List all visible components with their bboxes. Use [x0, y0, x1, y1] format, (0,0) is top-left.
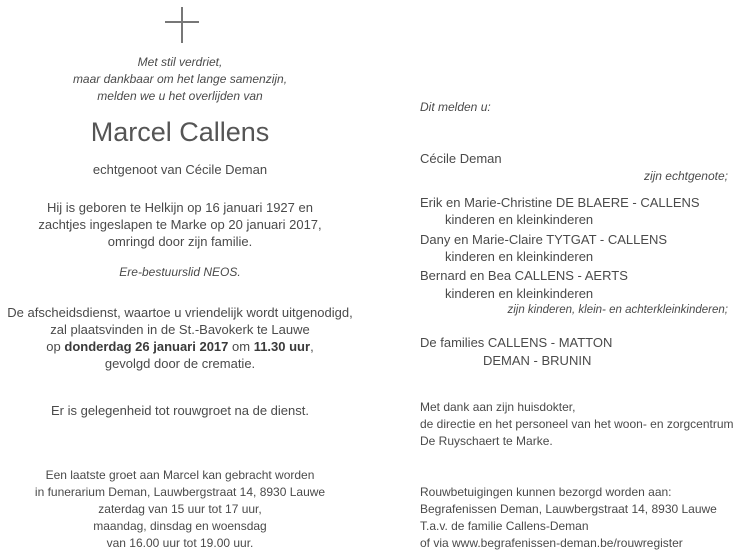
service-tail: , — [310, 339, 314, 354]
spouse-role: zijn echtgenote; — [643, 169, 728, 183]
visit-text — [0, 467, 360, 552]
visit-line: in funerarium Deman, Lauwbergstraat 14, 8930 Lauwe — [34, 485, 326, 499]
spouse-name: Cécile Deman — [420, 151, 502, 166]
deceased-name: Marcel Callens — [90, 117, 270, 147]
service-date: donderdag 26 januari 2017 — [64, 339, 229, 354]
register-text — [420, 484, 717, 552]
birth-text — [0, 199, 360, 250]
thanks-line: Met dank aan zijn huisdokter, — [420, 400, 576, 414]
child-family-1: Erik en Marie-Christine DE BLAERE - CALLENS — [420, 195, 700, 210]
register-line: T.a.v. de familie Callens-Deman — [420, 519, 589, 533]
service-op: op — [46, 339, 65, 354]
intro-line: Met stil verdriet, — [137, 55, 223, 69]
service-time: 11.30 uur — [253, 339, 311, 354]
child-family-2-sub: kinderen en kleinkinderen — [445, 249, 594, 264]
visit-line: zaterdag van 15 uur tot 17 uur, — [98, 502, 262, 516]
service-line: gevolgd door de crematie. — [104, 356, 256, 371]
families-line-1: De families CALLENS - MATTON — [420, 335, 613, 350]
condolence-text: Er is gelegenheid tot rouwgroet na de dienst. — [50, 403, 309, 418]
child-family-3-sub: kinderen en kleinkinderen — [445, 286, 594, 301]
service-date-line — [0, 338, 360, 355]
register-line: Begrafenissen Deman, Lauwbergstraat 14, 8930 Lauwe — [420, 502, 717, 516]
intro-line: melden we u het overlijden van — [97, 89, 263, 103]
visit-line: maandag, dinsdag en woensdag — [93, 519, 267, 533]
right-intro: Dit melden u: — [420, 100, 491, 114]
visit-line: van 16.00 uur tot 19.00 uur. — [106, 536, 254, 550]
birth-line: omringd door zijn familie. — [107, 234, 253, 249]
service-om: om — [228, 339, 254, 354]
birth-line: zachtjes ingeslapen te Marke op 20 januari 2017, — [38, 217, 322, 232]
service-text — [0, 304, 360, 372]
intro-line: maar dankbaar om het lange samenzijn, — [72, 72, 288, 86]
intro-text — [0, 54, 360, 105]
service-line: De afscheidsdienst, waartoe u vriendelijk wordt uitgenodigd, — [7, 305, 353, 320]
child-family-1-sub: kinderen en kleinkinderen — [445, 212, 594, 227]
thanks-line: De Ruyschaert te Marke. — [420, 434, 553, 448]
register-link[interactable]: of via www.begrafenissen-deman.be/rouwregister — [420, 536, 683, 550]
service-line: zal plaatsvinden in de St.-Bavokerk te Lauwe — [50, 322, 310, 337]
thanks-text — [420, 399, 734, 450]
spouse-line: echtgenoot van Cécile Deman — [92, 162, 268, 177]
families-line-2: DEMAN - BRUNIN — [483, 353, 592, 368]
thanks-line: de directie en het personeel van het woon- en zorgcentrum — [420, 417, 734, 431]
register-line: Rouwbetuigingen kunnen bezorgd worden aan: — [420, 485, 672, 499]
birth-line: Hij is geboren te Helkijn op 16 januari 1927 en — [47, 200, 313, 215]
child-family-3: Bernard en Bea CALLENS - AERTS — [420, 268, 628, 283]
children-role: zijn kinderen, klein- en achterkleinkinderen; — [507, 304, 728, 316]
child-family-2: Dany en Marie-Claire TYTGAT - CALLENS — [420, 232, 668, 247]
visit-line: Een laatste groet aan Marcel kan gebracht worden — [45, 468, 315, 482]
title-role: Ere-bestuurslid NEOS. — [119, 265, 241, 279]
